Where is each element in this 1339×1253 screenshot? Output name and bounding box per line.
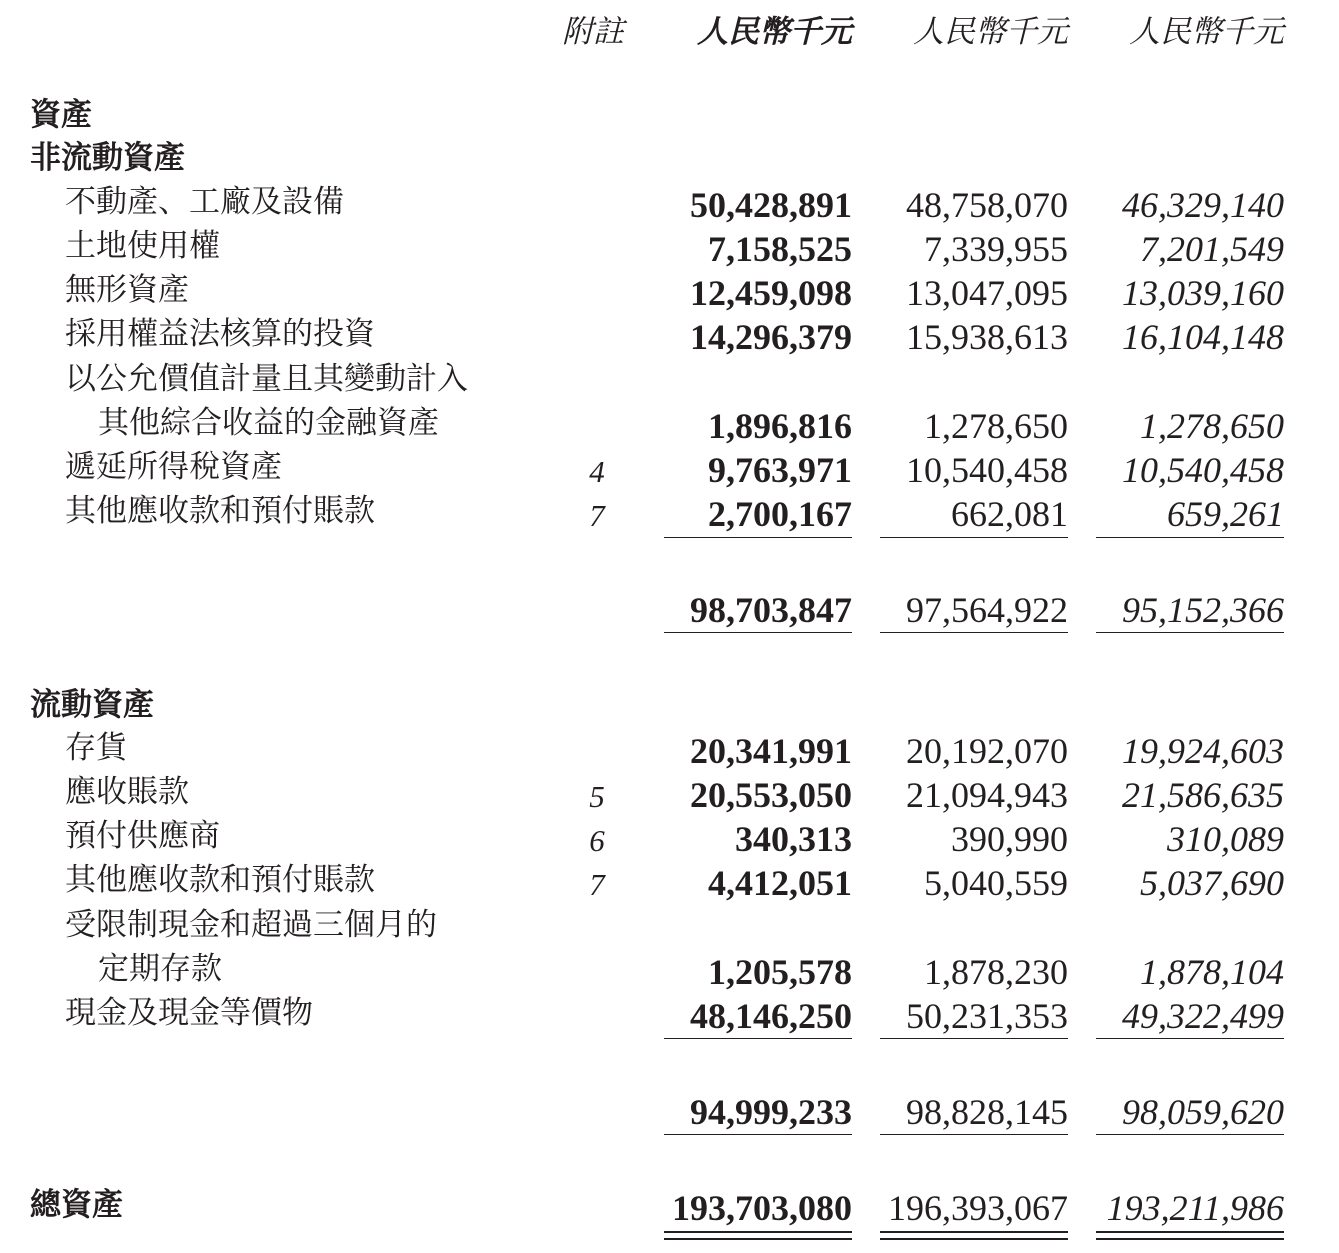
note-reference: 5 [589,779,605,814]
total-assets-label: 總資產 [30,1187,123,1223]
subtotal-current: 94,999,233 [690,1092,852,1132]
value-opening: 19,924,603 [1122,731,1284,771]
row-label: 遞延所得稅資產 [65,449,282,485]
value-opening: 13,039,160 [1122,273,1284,313]
table-row-label-line [0,361,1339,408]
row-label-continued: 其他綜合收益的金融資產 [98,405,439,441]
value-opening: 5,037,690 [1140,863,1284,903]
total-opening: 193,211,986 [1106,1188,1284,1228]
note-reference: 6 [589,823,605,858]
underline-rule [664,1134,852,1135]
value-current: 20,553,050 [690,775,852,815]
column-header-current: 人民幣千元 [697,14,852,50]
underline-rule [880,537,1068,538]
value-current: 48,146,250 [690,996,852,1036]
value-prior: 662,081 [951,494,1068,534]
row-label: 以公允價值計量且其變動計入 [65,361,468,397]
value-opening: 310,089 [1167,819,1284,859]
section-title-non-current-assets: 非流動資產 [30,140,185,176]
value-current: 1,205,578 [708,952,852,992]
row-label: 現金及現金等價物 [65,995,313,1031]
table-row [0,272,1339,319]
value-current: 20,341,991 [690,731,852,771]
double-underline-rule [880,1231,1068,1240]
row-label: 其他應收款和預付賬款 [65,493,375,529]
value-opening: 1,278,650 [1140,406,1284,446]
value-prior: 15,938,613 [906,317,1068,357]
column-header-prior: 人民幣千元 [913,14,1068,50]
table-row [0,493,1339,540]
value-prior: 10,540,458 [906,450,1068,490]
value-opening: 21,586,635 [1122,775,1284,815]
value-prior: 48,758,070 [906,185,1068,225]
row-label: 受限制現金和超過三個月的 [65,907,437,943]
table-row [0,774,1339,821]
value-opening: 659,261 [1167,494,1284,534]
value-opening: 7,201,549 [1140,229,1284,269]
note-reference: 7 [589,867,605,902]
note-reference: 4 [589,454,605,489]
row-label: 存貨 [65,730,127,766]
value-opening: 49,322,499 [1122,996,1284,1036]
row-label: 預付供應商 [65,818,220,854]
value-current: 12,459,098 [690,273,852,313]
value-prior: 7,339,955 [924,229,1068,269]
row-label: 土地使用權 [65,228,220,264]
total-current: 193,703,080 [672,1188,852,1228]
value-prior: 1,278,650 [924,406,1068,446]
value-prior: 20,192,070 [906,731,1068,771]
row-label: 應收賬款 [65,774,189,810]
table-row [0,228,1339,275]
table-row-label-line [0,907,1339,954]
value-prior: 5,040,559 [924,863,1068,903]
note-reference: 7 [589,498,605,533]
value-current: 9,763,971 [708,450,852,490]
double-underline-rule [664,1231,852,1240]
value-opening: 1,878,104 [1140,952,1284,992]
underline-rule [880,1134,1068,1135]
table-row [0,405,1339,452]
value-current: 7,158,525 [708,229,852,269]
table-row [0,730,1339,777]
subtotal-row-non-current [0,592,1339,636]
double-underline-rule [1096,1231,1284,1240]
subtotal-prior: 98,828,145 [906,1092,1068,1132]
underline-rule [880,1038,1068,1039]
row-label-continued: 定期存款 [98,951,222,987]
subtotal-opening: 98,059,620 [1122,1092,1284,1132]
underline-rule [664,632,852,633]
subtotal-current: 98,703,847 [690,590,852,630]
table-row [0,951,1339,998]
underline-rule [1096,537,1284,538]
total-prior: 196,393,067 [888,1188,1068,1228]
value-opening: 10,540,458 [1122,450,1284,490]
value-opening: 46,329,140 [1122,185,1284,225]
value-current: 4,412,051 [708,863,852,903]
value-current: 2,700,167 [708,494,852,534]
table-row [0,995,1339,1042]
row-label: 採用權益法核算的投資 [65,316,375,352]
value-current: 1,896,816 [708,406,852,446]
underline-rule [1096,1038,1284,1039]
row-label: 無形資產 [65,272,189,308]
table-row [0,316,1339,363]
subtotal-opening: 95,152,366 [1122,590,1284,630]
column-header-opening: 人民幣千元 [1129,14,1284,50]
row-label: 不動產、工廠及設備 [65,184,344,220]
underline-rule [880,632,1068,633]
underline-rule [1096,1134,1284,1135]
value-opening: 16,104,148 [1122,317,1284,357]
section-title-current-assets: 流動資產 [30,687,154,723]
subtotal-prior: 97,564,922 [906,590,1068,630]
underline-rule [664,537,852,538]
section-title-assets: 資產 [30,97,92,133]
underline-rule [664,1038,852,1039]
underline-rule [1096,632,1284,633]
value-current: 340,313 [735,819,852,859]
value-prior: 21,094,943 [906,775,1068,815]
table-row [0,818,1339,865]
table-row [0,862,1339,909]
value-prior: 390,990 [951,819,1068,859]
value-prior: 13,047,095 [906,273,1068,313]
total-assets-row [0,1187,1339,1234]
value-current: 50,428,891 [690,185,852,225]
value-current: 14,296,379 [690,317,852,357]
column-header-note: 附註 [562,14,624,50]
table-row [0,184,1339,231]
value-prior: 50,231,353 [906,996,1068,1036]
subtotal-row-current [0,1094,1339,1138]
value-prior: 1,878,230 [924,952,1068,992]
table-row [0,449,1339,496]
row-label: 其他應收款和預付賬款 [65,862,375,898]
